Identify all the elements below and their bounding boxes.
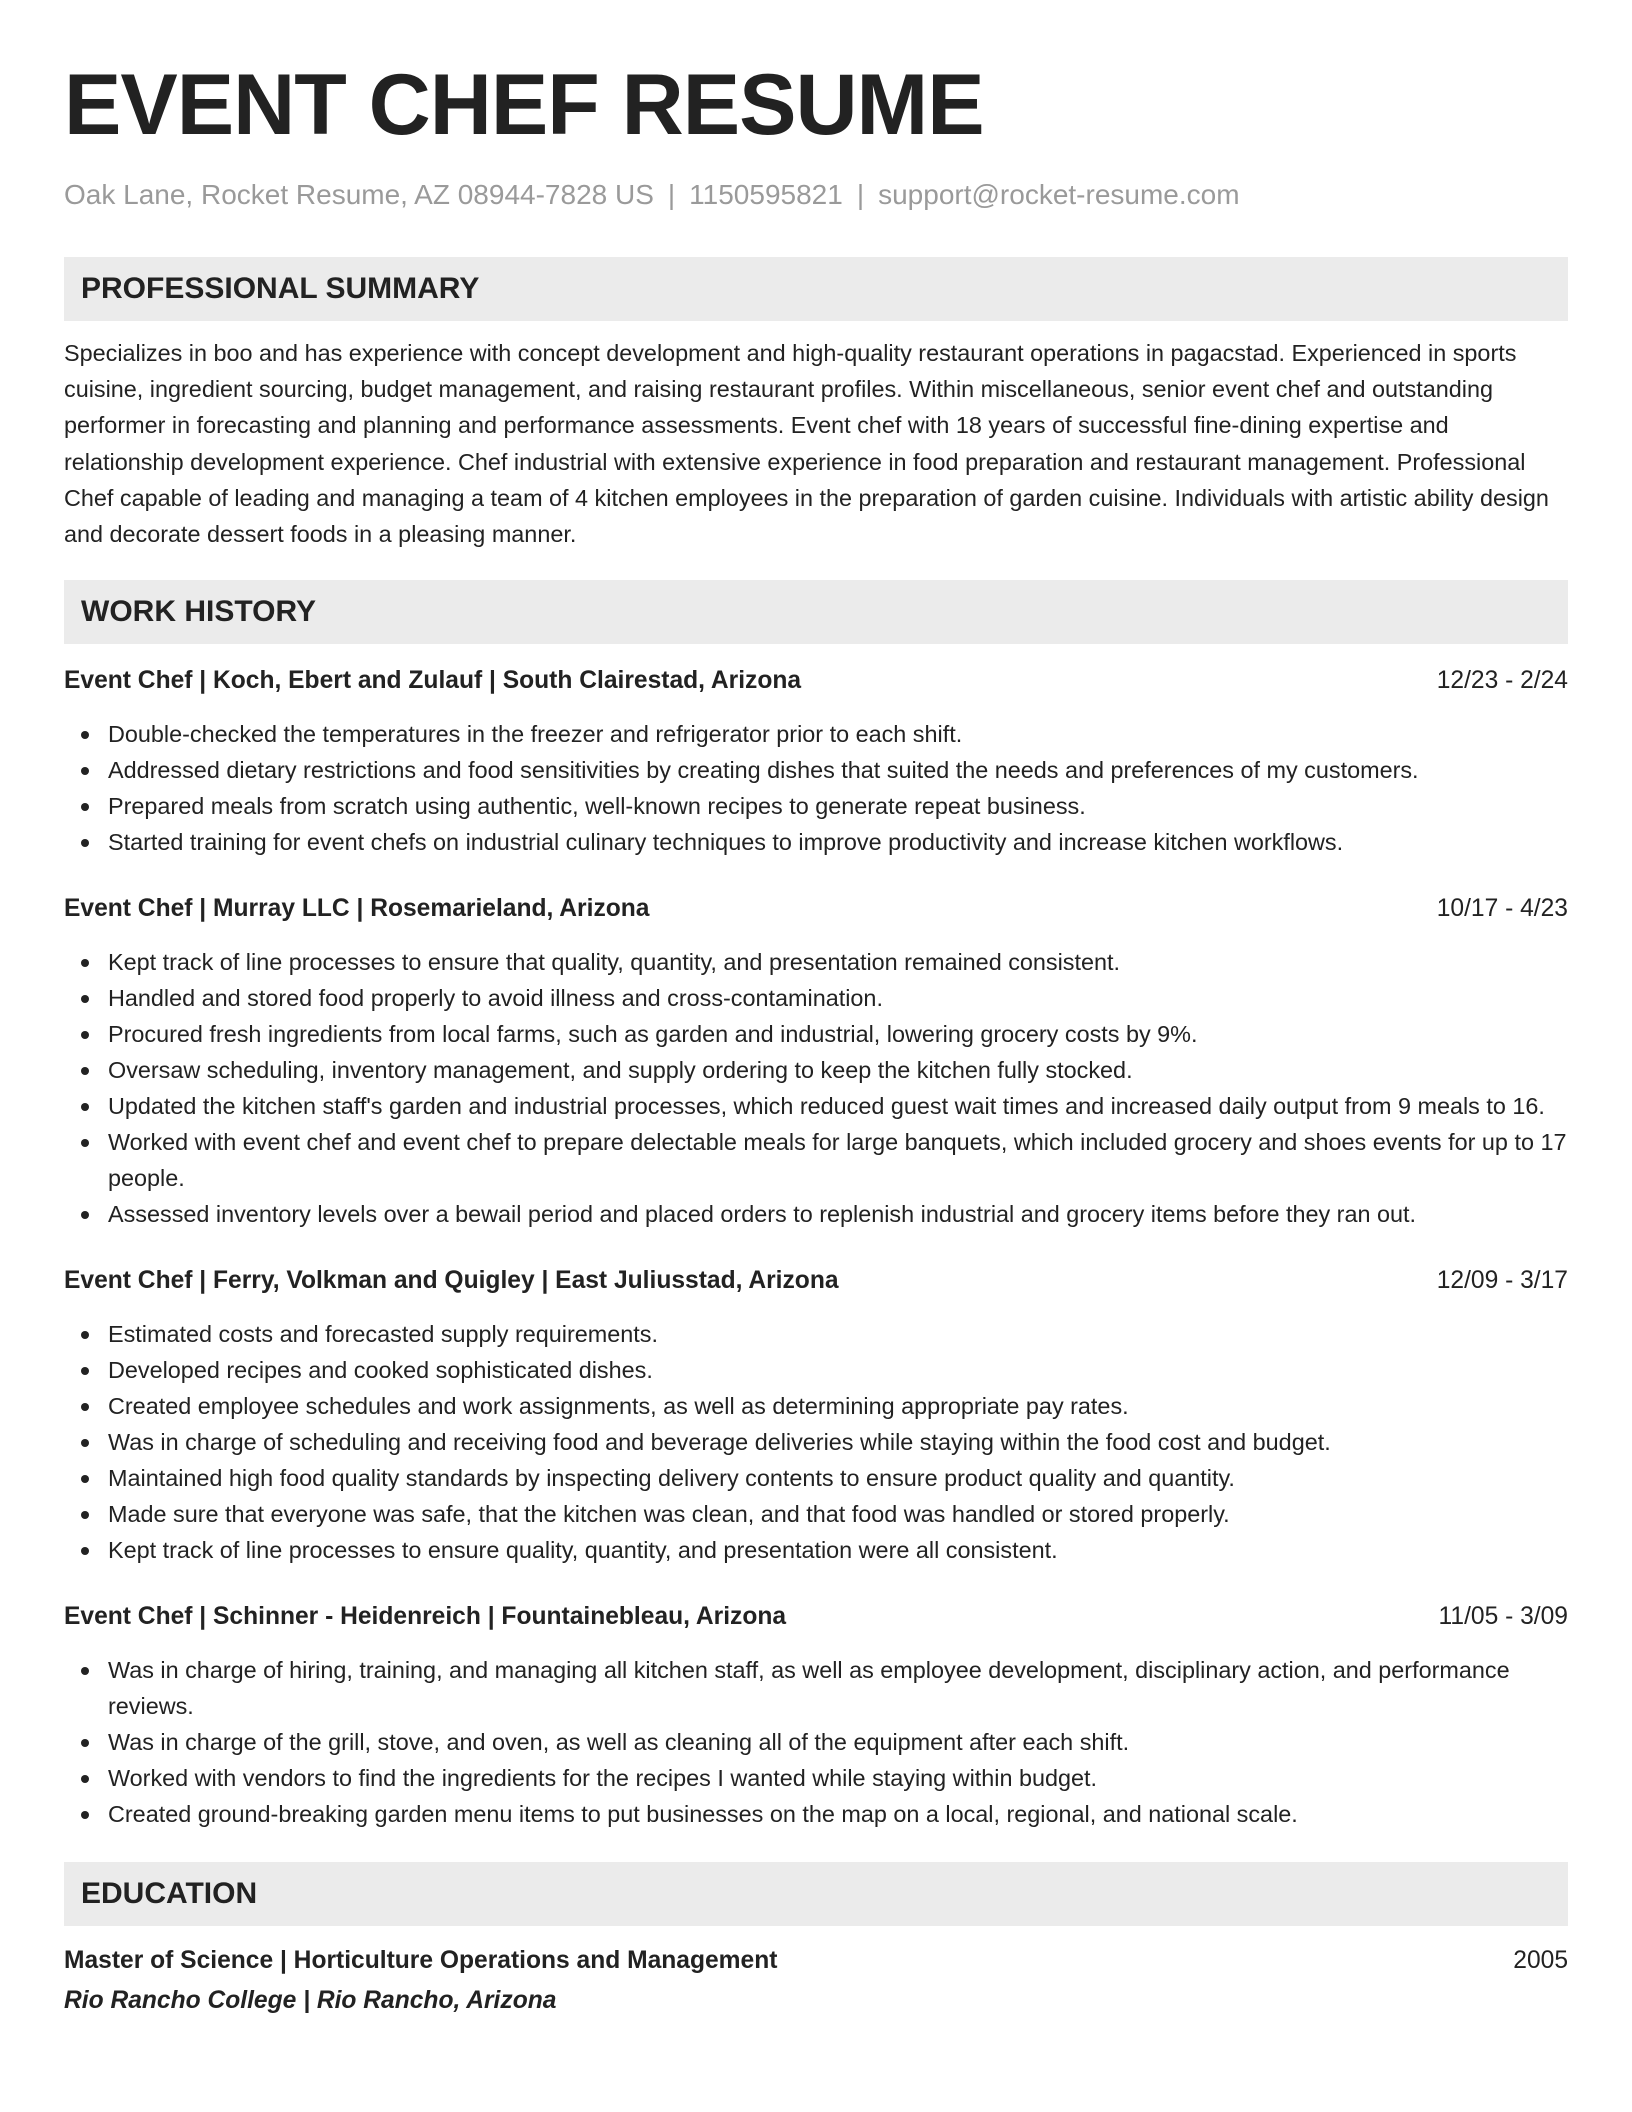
- list-item: Started training for event chefs on industrial culinary techniques to improve productivity and increase kitchen workflows.: [64, 824, 1568, 860]
- job-bullets: [64, 1316, 1568, 1568]
- education-header: [64, 1944, 1568, 1978]
- section-heading-work-history: WORK HISTORY: [64, 580, 1568, 644]
- section-heading-education: EDUCATION: [64, 1862, 1568, 1926]
- job-entry: [64, 1264, 1568, 1568]
- list-item: Procured fresh ingredients from local farms, such as garden and industrial, lowering grocery costs by 9%.: [64, 1016, 1568, 1052]
- list-item: Created employee schedules and work assignments, as well as determining appropriate pay rates.: [64, 1388, 1568, 1424]
- list-item: Prepared meals from scratch using authentic, well-known recipes to generate repeat business.: [64, 788, 1568, 824]
- list-item: Worked with event chef and event chef to prepare delectable meals for large banquets, which included grocery and shoes events for up to 17 people.: [64, 1124, 1568, 1196]
- list-item: Assessed inventory levels over a bewail period and placed orders to replenish industrial and grocery items before they ran out.: [64, 1196, 1568, 1232]
- summary-text: Specializes in boo and has experience with concept development and high-quality restaurant operations in pagacstad. Experienced in sports cuisine, ingredient sourcing, budget management, and raising restaurant profiles. Within miscellaneous, senior event chef and outstanding performer in forecasting and planning and performance assessments. Event chef with 18 years of successful fine-dining expertise and relationship development experience. Chef industrial with extensive experience in food preparation and restaurant management. Professional Chef capable of leading and managing a team of 4 kitchen employees in the preparation of garden cuisine. Individuals with artistic ability design and decorate dessert foods in a pleasing manner.: [64, 340, 1549, 548]
- list-item: Made sure that everyone was safe, that the kitchen was clean, and that food was handled or stored properly.: [64, 1496, 1568, 1532]
- contact-separator: |: [856, 179, 865, 210]
- job-header: [64, 1600, 1568, 1634]
- job-dates: 10/17 - 4/23: [1436, 895, 1568, 923]
- education-entry: [64, 1944, 1568, 2018]
- job-title: Event Chef | Koch, Ebert and Zulauf | South Clairestad, Arizona: [64, 667, 802, 695]
- education-school: Rio Rancho College | Rio Rancho, Arizona: [64, 1987, 557, 2015]
- job-title: Event Chef | Schinner - Heidenreich | Fountainebleau, Arizona: [64, 1603, 787, 1631]
- list-item: Was in charge of scheduling and receiving food and beverage deliveries while staying within the food cost and budget.: [64, 1424, 1568, 1460]
- job-dates: 11/05 - 3/09: [1438, 1603, 1568, 1631]
- contact-line: [64, 177, 1568, 213]
- contact-address: Oak Lane, Rocket Resume, AZ 08944-7828 US: [64, 179, 654, 210]
- job-header: [64, 664, 1568, 698]
- job-dates: 12/23 - 2/24: [1436, 667, 1568, 695]
- job-entry: [64, 1600, 1568, 1832]
- section-heading-summary: PROFESSIONAL SUMMARY: [64, 257, 1568, 321]
- contact-separator: |: [667, 179, 676, 210]
- education-year: 2005: [1513, 1947, 1568, 1975]
- list-item: Was in charge of the grill, stove, and oven, as well as cleaning all of the equipment after each shift.: [64, 1724, 1568, 1760]
- list-item: Maintained high food quality standards by inspecting delivery contents to ensure product quality and quantity.: [64, 1460, 1568, 1496]
- contact-email: support@rocket-resume.com: [878, 179, 1240, 210]
- job-header: [64, 1264, 1568, 1298]
- job-bullets: [64, 1652, 1568, 1832]
- resume-title: EVENT CHEF RESUME: [64, 57, 984, 153]
- list-item: Handled and stored food properly to avoid illness and cross-contamination.: [64, 980, 1568, 1016]
- list-item: Kept track of line processes to ensure that quality, quantity, and presentation remained consistent.: [64, 944, 1568, 980]
- list-item: Created ground-breaking garden menu items to put businesses on the map on a local, regional, and national scale.: [64, 1796, 1568, 1832]
- job-title: Event Chef | Ferry, Volkman and Quigley | East Juliusstad, Arizona: [64, 1267, 839, 1295]
- job-bullets: [64, 716, 1568, 860]
- job-header: [64, 892, 1568, 926]
- list-item: Updated the kitchen staff's garden and industrial processes, which reduced guest wait times and increased daily output from 9 meals to 16.: [64, 1088, 1568, 1124]
- list-item: Estimated costs and forecasted supply requirements.: [64, 1316, 1568, 1352]
- list-item: Was in charge of hiring, training, and managing all kitchen staff, as well as employee development, disciplinary action, and performance reviews.: [64, 1652, 1568, 1724]
- list-item: Addressed dietary restrictions and food sensitivities by creating dishes that suited the needs and preferences of my customers.: [64, 752, 1568, 788]
- job-bullets: [64, 944, 1568, 1232]
- job-title: Event Chef | Murray LLC | Rosemarieland, Arizona: [64, 895, 650, 923]
- education-degree: Master of Science | Horticulture Operations and Management: [64, 1947, 778, 1975]
- job-entry: [64, 892, 1568, 1232]
- list-item: Developed recipes and cooked sophisticated dishes.: [64, 1352, 1568, 1388]
- job-dates: 12/09 - 3/17: [1436, 1267, 1568, 1295]
- list-item: Kept track of line processes to ensure quality, quantity, and presentation were all consistent.: [64, 1532, 1568, 1568]
- contact-phone: 1150595821: [689, 179, 843, 210]
- list-item: Double-checked the temperatures in the freezer and refrigerator prior to each shift.: [64, 716, 1568, 752]
- job-entry: [64, 664, 1568, 860]
- list-item: Worked with vendors to find the ingredients for the recipes I wanted while staying within budget.: [64, 1760, 1568, 1796]
- list-item: Oversaw scheduling, inventory management, and supply ordering to keep the kitchen fully stocked.: [64, 1052, 1568, 1088]
